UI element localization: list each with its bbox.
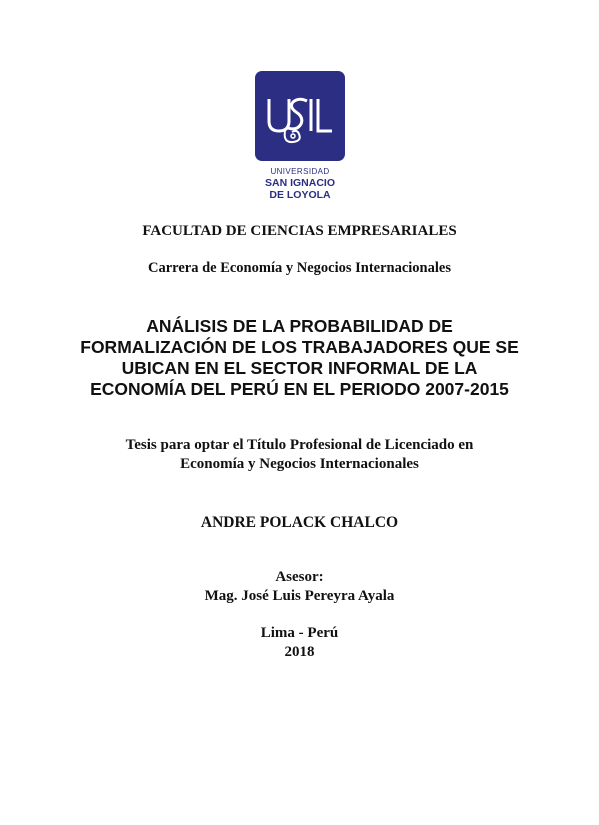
degree-statement-line: Economía y Negocios Internacionales [180, 455, 419, 472]
university-logo [255, 71, 345, 161]
logo-text-de-loyola: DE LOYOLA [269, 189, 331, 201]
year: 2018 [284, 643, 315, 660]
thesis-title-line: ANÁLISIS DE LA PROBABILIDAD DE [146, 316, 453, 336]
degree-statement [0, 436, 599, 473]
advisor-block [0, 568, 599, 605]
advisor-label: Asesor: [275, 569, 324, 585]
place-date-block [0, 624, 599, 661]
advisor-name: Mag. José Luis Pereyra Ayala [204, 587, 395, 604]
author-name: ANDRE POLACK CHALCO [200, 514, 399, 531]
faculty-name: FACULTAD DE CIENCIAS EMPRESARIALES [142, 223, 457, 239]
thesis-title-line: FORMALIZACIÓN DE LOS TRABAJADORES QUE SE [80, 337, 519, 357]
city: Lima - Perú [260, 625, 339, 641]
thesis-title [0, 316, 599, 400]
logo-text-san-ignacio: SAN IGNACIO [264, 177, 335, 189]
usil-monogram-icon [255, 71, 345, 161]
thesis-title-line: ECONOMÍA DEL PERÚ EN EL PERIODO 2007-2015 [90, 379, 509, 399]
degree-statement-line: Tesis para optar el Título Profesional de Licenciado en [125, 437, 474, 453]
career-name: Carrera de Economía y Negocios Internacionales [148, 260, 451, 276]
logo-text-universidad: UNIVERSIDAD [270, 167, 330, 176]
thesis-title-line: UBICAN EN EL SECTOR INFORMAL DE LA [121, 358, 478, 378]
